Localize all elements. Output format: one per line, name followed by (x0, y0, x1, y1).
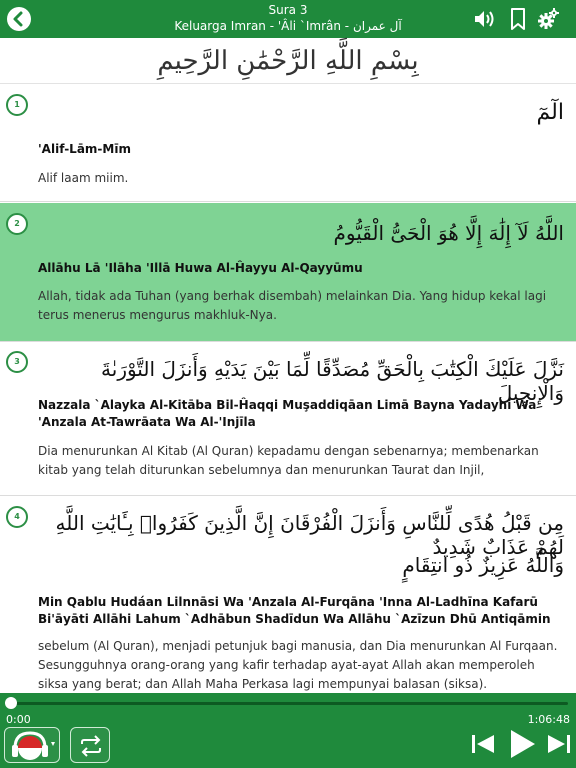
play-icon[interactable] (506, 727, 538, 761)
header-titles (100, 3, 476, 34)
progress-track[interactable] (8, 702, 568, 705)
elapsed-time: 0:00 (6, 713, 31, 726)
verse-translation: sebelum (Al Quran), menjadi petunjuk bagi manusia, dan Dia menurunkan Al Furqaan. Sesungguhnya orang-orang yang kafir terhadap ayat-ayat Allah akan memperoleh siksa yang berat; dan Allah Maha Perkasa lagi mempunyai balasan (siksa). (38, 639, 558, 691)
verse-number-badge: 4 (6, 506, 28, 528)
progress-thumb[interactable] (5, 697, 17, 709)
verse-arabic-line-1: مِن قَبْلُ هُدًى لِّلنَّاسِ وَأَنزَلَ الْفُرْقَانَ إِنَّ الَّذِينَ كَفَرُوا۟ بِـَٔايَٰتِ اللَّهِ لَهُمْ عَذَابٌ شَدِيدٌ (55, 511, 564, 559)
verse-4[interactable] (0, 497, 576, 693)
sura-label: Sura 3 (268, 3, 308, 17)
verse-number-badge: 3 (6, 351, 28, 373)
reciter-button[interactable] (4, 727, 60, 763)
bismillah-banner (0, 38, 576, 84)
verse-transliteration: Min Qablu Hudáan Lilnnāsi Wa 'Anzala Al-Furqāna 'Inna Al-Ladhīna Kafarū Bi'āyāti Allāhi Lahum `Adhābun Shadīdun Wa Allāhu `Azīzun Dhū Antiqāmin (38, 595, 551, 626)
gear-icon[interactable] (536, 7, 560, 31)
verse-1[interactable] (0, 84, 576, 202)
verse-arabic: الٓمٓ (536, 100, 564, 125)
reciter-flag-icon (9, 730, 55, 762)
sura-subtitle: Keluarga Imran - 'Âli `Imrân - آل عمران (174, 19, 402, 33)
verse-translation: Allah, tidak ada Tuhan (yang berhak disembah) melainkan Dia. Yang hidup kekal lagi terus menerus mengurus makhluk-Nya. (38, 289, 547, 322)
verse-transliteration: Nazzala `Alayka Al-Kitāba Bil-Ĥaqqi Muşaddiqāan Limā Bayna Yadayhi Wa 'Anzala At-Tawrāata Wa Al-'Injīla (38, 398, 537, 429)
bismillah-text: بِسْمِ اللَّهِ الرَّحْمَٰنِ الرَّحِيمِ (157, 46, 419, 76)
verse-transliteration: Allāhu Lā 'Ilāha 'Illā Huwa Al-Ĥayyu Al-Qayyūmu (38, 261, 363, 275)
verse-2[interactable] (0, 203, 576, 342)
repeat-button[interactable] (70, 727, 110, 763)
audio-player-bar (0, 693, 576, 768)
skip-previous-icon[interactable] (468, 729, 498, 759)
verse-number-badge: 1 (6, 94, 28, 116)
top-bar (0, 0, 576, 38)
verse-translation: Alif laam miim. (38, 171, 129, 185)
speaker-icon[interactable] (472, 7, 496, 31)
skip-next-icon[interactable] (544, 729, 574, 759)
bookmark-icon[interactable] (506, 7, 530, 31)
repeat-icon (78, 734, 104, 758)
back-arrow-icon[interactable] (6, 6, 32, 32)
verse-number-badge: 2 (6, 213, 28, 235)
total-duration: 1:06:48 (527, 713, 570, 726)
verse-transliteration: 'Alif-Lām-Mīm (38, 142, 131, 156)
verse-arabic: اللَّهُ لَآ إِلَٰهَ إِلَّا هُوَ الْحَىُّ الْقَيُّومُ (333, 221, 564, 245)
verse-arabic-line-2: وَاللَّهُ عَزِيزٌ ذُو انتِقَامٍ (402, 553, 564, 577)
verse-translation: Dia menurunkan Al Kitab (Al Quran) kepadamu dengan sebenarnya; membenarkan kitab yang telah diturunkan sebelumnya dan menurunkan Taurat dan Injil, (38, 444, 539, 477)
verse-arabic: نَزَّلَ عَلَيْكَ الْكِتَٰبَ بِالْحَقِّ مُصَدِّقًا لِّمَا بَيْنَ يَدَيْهِ وَأَنزَلَ التَّوْرَىٰةَ وَالْإِنجِيلَ (101, 357, 564, 405)
verse-3[interactable] (0, 343, 576, 496)
